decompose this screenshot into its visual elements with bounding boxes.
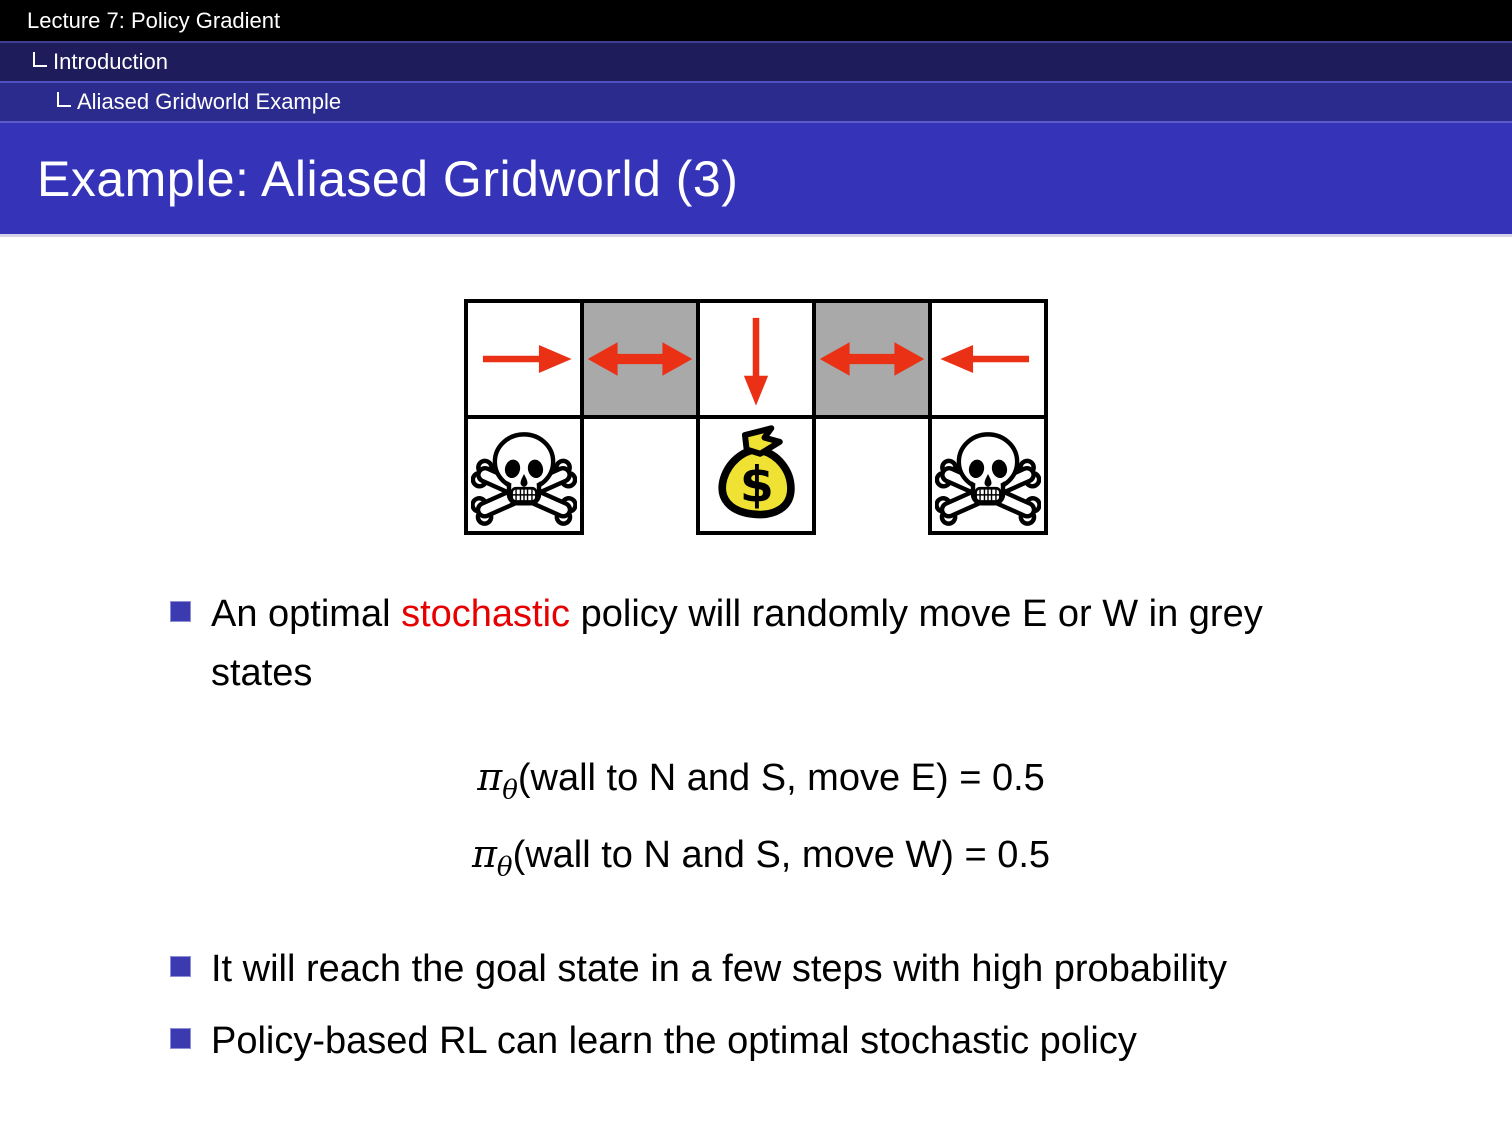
header-lecture-label: Lecture 7: Policy Gradient — [27, 7, 281, 33]
equation-body: (wall to N and S, move E) = 0.5 — [517, 756, 1045, 799]
header-tree — [0, 0, 1512, 121]
grid-gap-2 — [580, 415, 700, 535]
bullet-text — [211, 585, 1346, 703]
pi-symbol: π — [477, 754, 503, 799]
grid-gap-4 — [812, 415, 932, 535]
equation-move-east — [170, 753, 1352, 808]
grid-cell-top-2-grey — [580, 299, 700, 419]
money-bag-icon — [705, 422, 807, 528]
arrow-left-right-icon — [816, 303, 928, 415]
pi-symbol: π — [471, 832, 497, 877]
grid-cell-top-1 — [464, 299, 584, 419]
arrow-left-icon — [932, 303, 1044, 415]
skull-crossbones-icon — [935, 422, 1041, 528]
equation-body: (wall to N and S, move W) = 0.5 — [512, 834, 1051, 877]
bullet-text: Policy-based RL can learn the optimal stochastic policy — [211, 1020, 1137, 1063]
grid-cell-top-3 — [696, 299, 816, 419]
theta-subscript: θ — [502, 775, 518, 806]
slide-body — [0, 585, 1512, 1071]
bullet-reach-goal — [170, 940, 1412, 999]
tree-branch-icon — [57, 92, 71, 107]
bullet-text-highlight: stochastic — [401, 593, 571, 635]
grid-cell-bottom-3-money — [696, 415, 816, 535]
bullet-square-icon — [170, 956, 191, 977]
grid-cell-top-4-grey — [812, 299, 932, 419]
bullet-policy-based-rl — [170, 1012, 1412, 1071]
bullet-text: It will reach the goal state in a few steps with high probability — [211, 947, 1227, 990]
skull-crossbones-icon — [471, 422, 577, 528]
grid-cell-bottom-5-skull — [928, 415, 1048, 535]
bullet-text-after: policy will randomly move E or W in grey states — [211, 593, 1263, 694]
gridworld-figure — [464, 299, 1048, 535]
bullet-square-icon — [170, 1028, 191, 1049]
header-subsection-bar — [0, 81, 1512, 121]
grid-cell-top-5 — [928, 299, 1048, 419]
grid-bottom-row — [464, 415, 1048, 535]
bullet-square-icon — [170, 601, 191, 622]
arrow-left-right-icon — [584, 303, 696, 415]
header-section-bar — [0, 41, 1512, 81]
equation-move-west — [170, 830, 1352, 885]
tree-branch-icon — [33, 52, 47, 67]
slide-title: Example: Aliased Gridworld (3) — [37, 150, 739, 207]
svg-text:$: $ — [739, 455, 775, 514]
grid-cell-bottom-1-skull — [464, 415, 584, 535]
title-banner — [0, 121, 1512, 237]
arrow-down-icon — [700, 303, 812, 415]
header-subsection-label: Aliased Gridworld Example — [77, 89, 342, 114]
bullet-text-before: An optimal — [211, 593, 402, 635]
header-section-label: Introduction — [53, 49, 168, 74]
equations-block — [170, 753, 1352, 886]
arrow-right-icon — [468, 303, 580, 415]
grid-top-row — [464, 299, 1048, 419]
bullet-optimal-stochastic-policy — [170, 585, 1412, 703]
theta-subscript: θ — [496, 852, 513, 883]
header-lecture-bar — [0, 0, 1512, 41]
